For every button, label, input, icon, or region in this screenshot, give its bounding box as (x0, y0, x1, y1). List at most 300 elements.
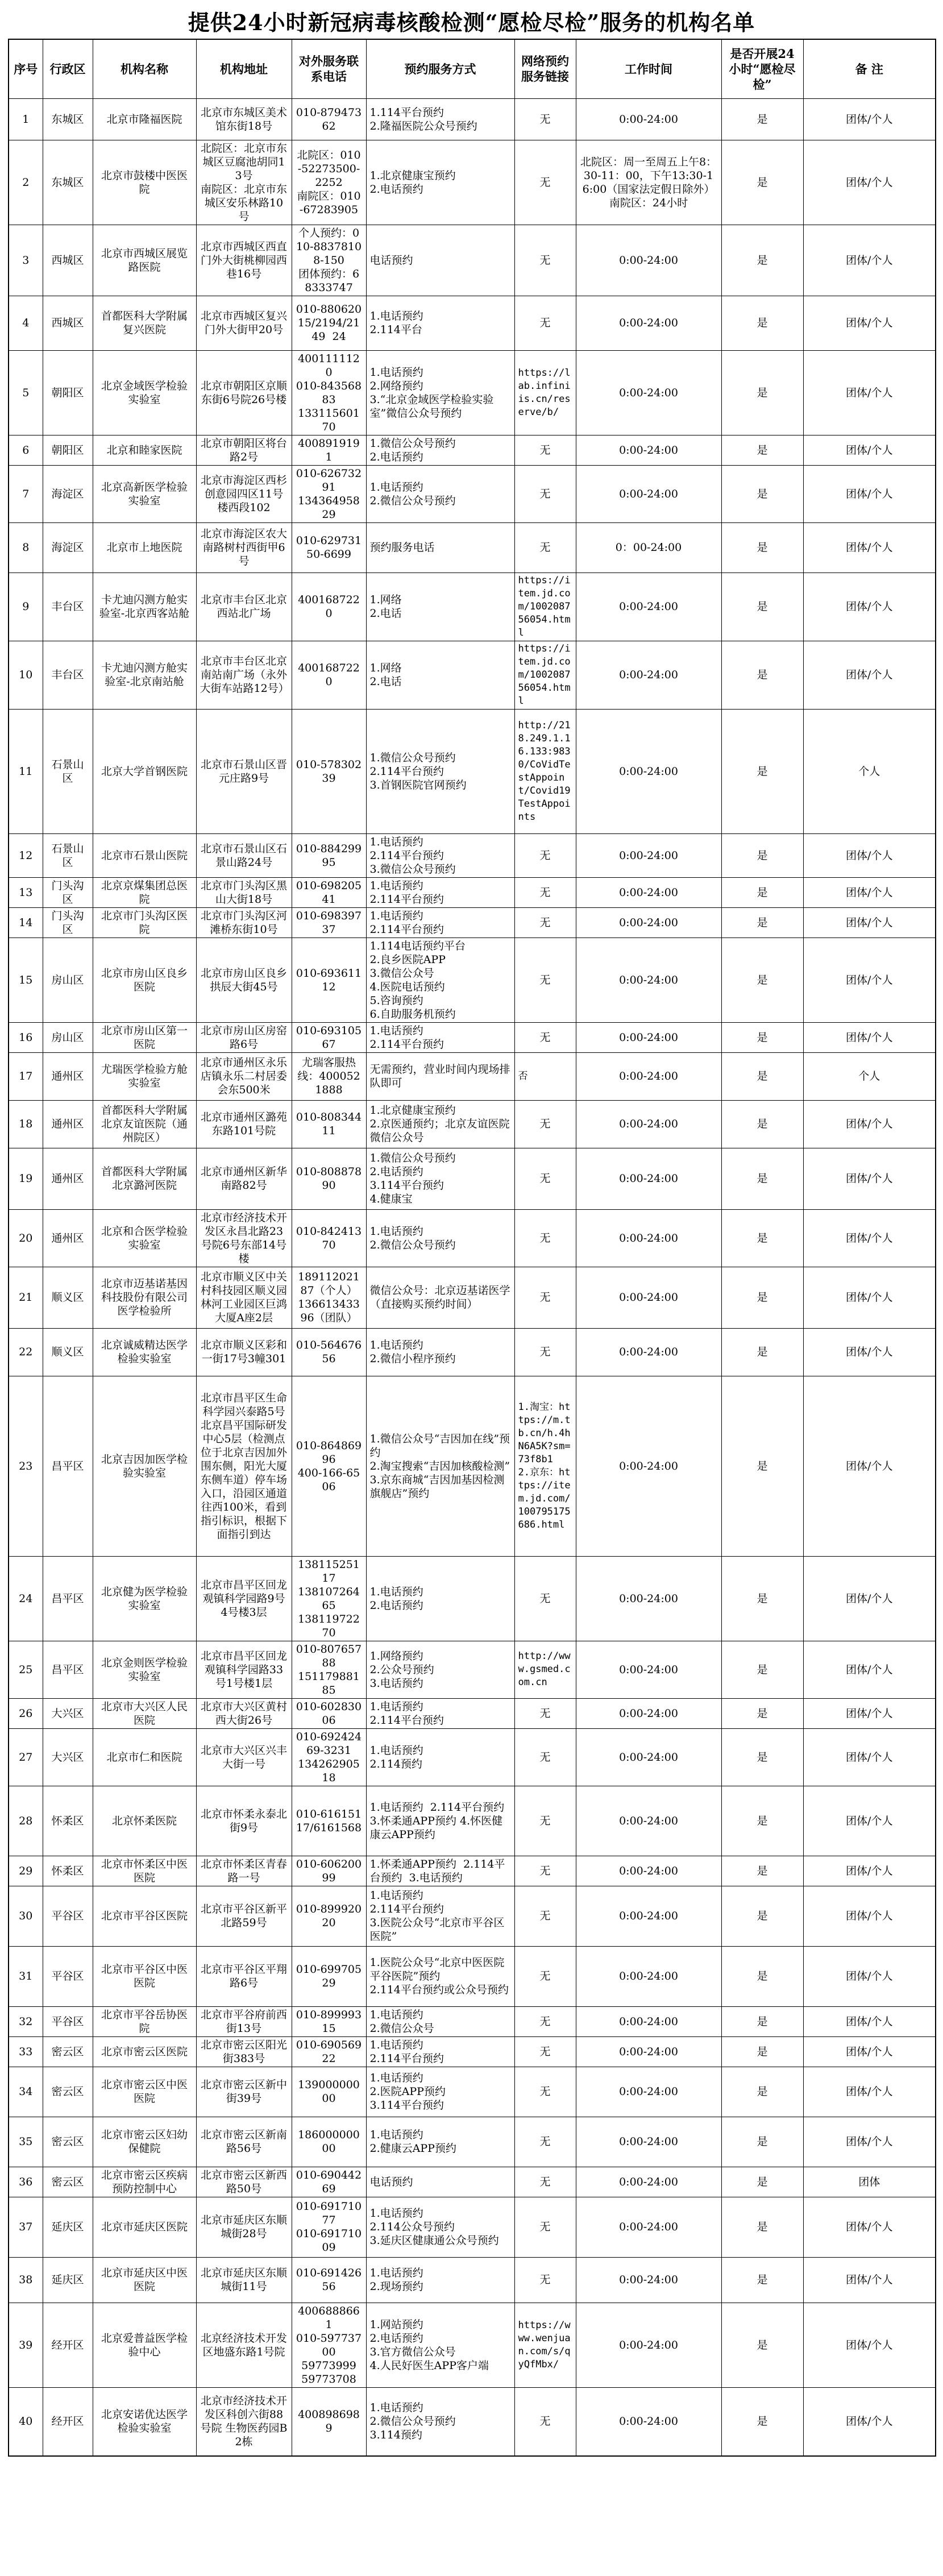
row-number-cell: 24 (9, 1556, 43, 1641)
institution-name-cell: 首都医科大学附属北京潞河医院 (93, 1148, 196, 1209)
phone-cell: 010-89999315 (292, 2006, 366, 2036)
booking-link-cell[interactable]: https://item.jd.com/100208756054.html (514, 641, 576, 709)
address-cell: 北京市门头沟区河滩桥东街10号 (196, 907, 292, 938)
remarks-cell: 团体/个人 (803, 98, 936, 140)
booking-link-cell: 无 (514, 1786, 576, 1856)
booking-link-cell: 无 (514, 877, 576, 907)
booking-link-cell[interactable]: https://www.wenjuan.com/s/qyQfMbx/ (514, 2303, 576, 2387)
table-row (9, 1022, 936, 1052)
institution-name-cell: 北京市平谷岳协医院 (93, 2006, 196, 2036)
table-row (9, 465, 936, 522)
district-cell: 平谷区 (43, 1886, 93, 1946)
header-cell: 机构名称 (93, 39, 196, 98)
remarks-cell: 团体/个人 (803, 2303, 936, 2387)
district-cell: 密云区 (43, 2036, 93, 2067)
row-number-cell: 16 (9, 1022, 43, 1052)
district-cell: 通州区 (43, 1148, 93, 1209)
working-hours-cell: 0:00-24:00 (576, 1376, 721, 1556)
table-row (9, 1267, 936, 1328)
24h-service-cell: 是 (721, 1641, 803, 1698)
working-hours-cell: 0:00-24:00 (576, 2067, 721, 2117)
row-number-cell: 27 (9, 1728, 43, 1786)
24h-service-cell: 是 (721, 1946, 803, 2006)
remarks-cell: 团体/个人 (803, 2387, 936, 2456)
table-row (9, 641, 936, 709)
table-row (9, 1100, 936, 1148)
working-hours-cell: 0:00-24:00 (576, 1022, 721, 1052)
table-row (9, 2197, 936, 2257)
row-number-cell: 17 (9, 1052, 43, 1100)
working-hours-cell: 0:00-24:00 (576, 1209, 721, 1267)
row-number-cell: 1 (9, 98, 43, 140)
remarks-cell: 团体/个人 (803, 1698, 936, 1728)
24h-service-cell: 是 (721, 2006, 803, 2036)
24h-service-cell: 是 (721, 1856, 803, 1886)
table-row (9, 2067, 936, 2117)
row-number-cell: 2 (9, 140, 43, 225)
document-title: 提供24小时新冠病毒核酸检测“愿检尽检”服务的机构名单 (188, 10, 755, 35)
booking-method-cell: 1.网络 2.电话 (366, 641, 514, 709)
institution-name-cell: 卡尤迪闪测方舱实验室-北京西客站舱 (93, 573, 196, 641)
table-row (9, 1209, 936, 1267)
booking-link-cell: 无 (514, 1856, 576, 1886)
remarks-cell: 团体/个人 (803, 1148, 936, 1209)
phone-cell: 010-62973150-6699 (292, 522, 366, 573)
phone-cell: 010-69361112 (292, 938, 366, 1022)
booking-method-cell: 1.电话预约 2.114平台预约 (366, 907, 514, 938)
table-row (9, 350, 936, 435)
address-cell: 北京市延庆区东顺城街28号 (196, 2197, 292, 2257)
24h-service-cell: 是 (721, 296, 803, 350)
table-row (9, 573, 936, 641)
phone-cell: 010-69142656 (292, 2257, 366, 2303)
table-row (9, 907, 936, 938)
phone-cell: 010-69839737 (292, 907, 366, 938)
row-number-cell: 4 (9, 296, 43, 350)
working-hours-cell: 0:00-24:00 (576, 2387, 721, 2456)
row-number-cell: 32 (9, 2006, 43, 2036)
address-cell: 北京市丰台区北京南站南广场（永外大街车站路12号） (196, 641, 292, 709)
remarks-cell: 团体/个人 (803, 140, 936, 225)
24h-service-cell: 是 (721, 573, 803, 641)
phone-cell: 010-80887890 (292, 1148, 366, 1209)
header-cell: 预约服务方式 (366, 39, 514, 98)
booking-method-cell: 1.电话预约 2.114预约 (366, 1728, 514, 1786)
remarks-cell: 团体/个人 (803, 522, 936, 573)
address-cell: 北京市怀柔区青春路一号 (196, 1856, 292, 1886)
address-cell: 北京市密云区新中街39号 (196, 2067, 292, 2117)
district-cell: 密云区 (43, 2067, 93, 2117)
24h-service-cell: 是 (721, 709, 803, 833)
24h-service-cell: 是 (721, 641, 803, 709)
booking-method-cell: 1.电话预约 2.微信公众号 (366, 2006, 514, 2036)
row-number-cell: 12 (9, 833, 43, 877)
booking-link-cell: 无 (514, 98, 576, 140)
booking-link-cell: 无 (514, 435, 576, 465)
booking-method-cell: 1.电话预约 2.114公众号预约 3.延庆区健康通公众号预约 (366, 2197, 514, 2257)
working-hours-cell: 0:00-24:00 (576, 877, 721, 907)
booking-method-cell: 1.电话预约 2.微信公众号预约 (366, 465, 514, 522)
institution-name-cell: 北京金则医学检验实验室 (93, 1641, 196, 1698)
booking-method-cell: 1.北京健康宝预约 2.电话预约 (366, 140, 514, 225)
table-row (9, 1052, 936, 1100)
remarks-cell: 团体/个人 (803, 1641, 936, 1698)
booking-link-cell: 无 (514, 2067, 576, 2117)
booking-link-cell: 无 (514, 225, 576, 296)
remarks-cell: 团体 (803, 2167, 936, 2197)
header-cell: 是否开展24小时“愿检尽检” (721, 39, 803, 98)
district-cell: 经开区 (43, 2303, 93, 2387)
booking-method-cell: 1.网络 2.电话 (366, 573, 514, 641)
booking-link-cell: 无 (514, 140, 576, 225)
institution-name-cell: 北京诚威精达医学检验实验室 (93, 1328, 196, 1376)
district-cell: 丰台区 (43, 573, 93, 641)
institution-name-cell: 尤瑞医学检验方舱实验室 (93, 1052, 196, 1100)
working-hours-cell: 0:00-24:00 (576, 833, 721, 877)
working-hours-cell: 0:00-24:00 (576, 641, 721, 709)
booking-method-cell: 1.医院公众号“北京中医医院平谷医院”预约 2.114平台预约或公众号预约 (366, 1946, 514, 2006)
address-cell: 北京市石景山区石景山路24号 (196, 833, 292, 877)
phone-cell: 010-86486996 400-166-6506 (292, 1376, 366, 1556)
booking-link-cell: 无 (514, 1728, 576, 1786)
booking-link-cell: 无 (514, 938, 576, 1022)
booking-method-cell: 1.微信公众号预约 2.电话预约 3.114平台预约 4.健康宝 (366, 1148, 514, 1209)
working-hours-cell: 0:00-24:00 (576, 1267, 721, 1328)
remarks-cell: 团体/个人 (803, 907, 936, 938)
row-number-cell: 39 (9, 2303, 43, 2387)
booking-method-cell: 预约服务电话 (366, 522, 514, 573)
institution-name-cell: 北京市延庆区医院 (93, 2197, 196, 2257)
remarks-cell: 团体/个人 (803, 2197, 936, 2257)
phone-cell: 010-69171077 010-69171009 (292, 2197, 366, 2257)
remarks-cell: 团体/个人 (803, 1100, 936, 1148)
table-row (9, 1856, 936, 1886)
institution-name-cell: 卡尤迪闪测方舱实验室-北京南站舱 (93, 641, 196, 709)
working-hours-cell: 0:00-24:00 (576, 1946, 721, 2006)
phone-cell: 010-80834411 (292, 1100, 366, 1148)
district-cell: 门头沟区 (43, 907, 93, 938)
24h-service-cell: 是 (721, 2387, 803, 2456)
booking-link-cell: 无 (514, 1148, 576, 1209)
booking-method-cell: 电话预约 (366, 2167, 514, 2197)
booking-link-cell[interactable]: https://lab.infiniis.cn/reserve/b/ (514, 350, 576, 435)
24h-service-cell: 是 (721, 2036, 803, 2067)
remarks-cell: 团体/个人 (803, 641, 936, 709)
booking-link-cell[interactable]: 1.淘宝：https://m.tb.cn/h.4hN6A5K?sm=73f8b1 2.京东：https://item.jd.com/100795175686.html (514, 1376, 576, 1556)
booking-link-cell[interactable]: https://item.jd.com/100208756054.html (514, 573, 576, 641)
phone-cell: 010-61615117/6161568 (292, 1786, 366, 1856)
working-hours-cell: 0:00-24:00 (576, 1148, 721, 1209)
24h-service-cell: 是 (721, 1328, 803, 1376)
district-cell: 东城区 (43, 98, 93, 140)
phone-cell: 010-69242469-3231 13426290518 (292, 1728, 366, 1786)
row-number-cell: 26 (9, 1698, 43, 1728)
table-row (9, 877, 936, 907)
booking-link-cell: 无 (514, 1209, 576, 1267)
address-cell: 北京市经济技术开发区科创六街88号院 生物医药园B2栋 (196, 2387, 292, 2456)
district-cell: 大兴区 (43, 1728, 93, 1786)
row-number-cell: 6 (9, 435, 43, 465)
booking-link-cell: 无 (514, 833, 576, 877)
phone-cell: 010-80765788 15117988185 (292, 1641, 366, 1698)
remarks-cell: 团体/个人 (803, 225, 936, 296)
district-cell: 朝阳区 (43, 435, 93, 465)
row-number-cell: 34 (9, 2067, 43, 2117)
district-cell: 西城区 (43, 296, 93, 350)
district-cell: 顺义区 (43, 1267, 93, 1328)
booking-link-cell: 无 (514, 1328, 576, 1376)
institution-name-cell: 北京市上地医院 (93, 522, 196, 573)
working-hours-cell: 0:00-24:00 (576, 2197, 721, 2257)
working-hours-cell: 0:00-24:00 (576, 2303, 721, 2387)
booking-method-cell: 电话预约 (366, 225, 514, 296)
district-cell: 顺义区 (43, 1328, 93, 1376)
remarks-cell: 团体/个人 (803, 1376, 936, 1556)
institution-name-cell: 北京市密云区医院 (93, 2036, 196, 2067)
district-cell: 石景山区 (43, 709, 93, 833)
booking-link-cell: 无 (514, 1267, 576, 1328)
working-hours-cell: 0:00-24:00 (576, 938, 721, 1022)
table-row (9, 2303, 936, 2387)
booking-method-cell: 1.电话预约 2.医院APP预约 3.114平台预约 (366, 2067, 514, 2117)
24h-service-cell: 是 (721, 1209, 803, 1267)
phone-cell: 010-84241370 (292, 1209, 366, 1267)
remarks-cell: 团体/个人 (803, 1209, 936, 1267)
table-row (9, 225, 936, 296)
booking-method-cell: 1.电话预约 2.网络预约 3.“北京金域医学检验实验室”微信公众号预约 (366, 350, 514, 435)
remarks-cell: 团体/个人 (803, 1267, 936, 1328)
working-hours-cell: 0:00-24:00 (576, 2117, 721, 2167)
24h-service-cell: 是 (721, 1100, 803, 1148)
row-number-cell: 20 (9, 1209, 43, 1267)
address-cell: 北京市怀柔永泰北街9号 (196, 1786, 292, 1856)
row-number-cell: 9 (9, 573, 43, 641)
24h-service-cell: 是 (721, 98, 803, 140)
booking-link-cell: 无 (514, 296, 576, 350)
table-row (9, 1946, 936, 2006)
row-number-cell: 28 (9, 1786, 43, 1856)
institution-name-cell: 北京市密云区疾病预防控制中心 (93, 2167, 196, 2197)
working-hours-cell: 0:00-24:00 (576, 573, 721, 641)
institution-name-cell: 北京市仁和医院 (93, 1728, 196, 1786)
booking-method-cell: 1.电话预约 2.114平台预约 3.怀柔通APP预约 4.怀医健康云APP预约 (366, 1786, 514, 1856)
header-cell: 行政区 (43, 39, 93, 98)
row-number-cell: 15 (9, 938, 43, 1022)
table-row (9, 1328, 936, 1376)
working-hours-cell: 0:00-24:00 (576, 1556, 721, 1641)
working-hours-cell: 0:00-24:00 (576, 1052, 721, 1100)
booking-link-cell: 无 (514, 2167, 576, 2197)
institution-name-cell: 首都医科大学附属复兴医院 (93, 296, 196, 350)
remarks-cell: 团体/个人 (803, 938, 936, 1022)
row-number-cell: 19 (9, 1148, 43, 1209)
booking-link-cell: 无 (514, 465, 576, 522)
row-number-cell: 25 (9, 1641, 43, 1698)
24h-service-cell: 是 (721, 1556, 803, 1641)
header-cell: 网络预约服务链接 (514, 39, 576, 98)
booking-method-cell: 1.电话预约 2.114平台 (366, 296, 514, 350)
remarks-cell: 团体/个人 (803, 435, 936, 465)
booking-method-cell: 1.微信公众号预约 2.电话预约 (366, 435, 514, 465)
row-number-cell: 8 (9, 522, 43, 573)
institution-name-cell: 北京市鼓楼中医医院 (93, 140, 196, 225)
working-hours-cell: 0：00-24:00 (576, 522, 721, 573)
booking-method-cell: 1.微信公众号“吉因加在线”预约 2.淘宝搜索“吉因加核酸检测” 3.京东商城“吉因加基因检测旗舰店”预约 (366, 1376, 514, 1556)
working-hours-cell: 0:00-24:00 (576, 1856, 721, 1886)
institution-name-cell: 北京市房山区良乡医院 (93, 938, 196, 1022)
address-cell: 北京市延庆区东顺城街11号 (196, 2257, 292, 2303)
table-row (9, 1148, 936, 1209)
district-cell: 通州区 (43, 1209, 93, 1267)
district-cell: 海淀区 (43, 465, 93, 522)
row-number-cell: 10 (9, 641, 43, 709)
district-cell: 延庆区 (43, 2197, 93, 2257)
booking-method-cell: 1.微信公众号预约 2.114平台预约 3.首钢医院官网预约 (366, 709, 514, 833)
phone-cell: 010-69310567 (292, 1022, 366, 1052)
address-cell: 北京市朝阳区将台路2号 (196, 435, 292, 465)
booking-link-cell: 无 (514, 2117, 576, 2167)
working-hours-cell: 0:00-24:00 (576, 1786, 721, 1856)
phone-cell: 4008986989 (292, 2387, 366, 2456)
institution-name-cell: 北京京煤集团总医院 (93, 877, 196, 907)
row-number-cell: 31 (9, 1946, 43, 2006)
row-number-cell: 23 (9, 1376, 43, 1556)
district-cell: 平谷区 (43, 1946, 93, 2006)
24h-service-cell: 是 (721, 465, 803, 522)
institution-name-cell: 北京市大兴区人民医院 (93, 1698, 196, 1728)
institution-name-cell: 北京和合医学检验实验室 (93, 1209, 196, 1267)
booking-link-cell: 无 (514, 907, 576, 938)
booking-method-cell: 1.北京健康宝预约 2.京医通预约；北京友谊医院微信公众号 (366, 1100, 514, 1148)
24h-service-cell: 是 (721, 1786, 803, 1856)
24h-service-cell: 是 (721, 2067, 803, 2117)
institution-name-cell: 北京市房山区第一医院 (93, 1022, 196, 1052)
row-number-cell: 36 (9, 2167, 43, 2197)
institution-name-cell: 北京市西城区展览路医院 (93, 225, 196, 296)
phone-cell: 010-60620099 (292, 1856, 366, 1886)
table-row (9, 2167, 936, 2197)
booking-link-cell[interactable]: http://www.gsmed.com.cn (514, 1641, 576, 1698)
24h-service-cell: 是 (721, 1886, 803, 1946)
phone-cell: 尤瑞客服热线：4000521888 (292, 1052, 366, 1100)
address-cell: 北京市顺义区中关村科技园区顺义园林河工业园区巨鸿大厦A座2层 (196, 1267, 292, 1328)
address-cell: 北京市通州区永乐店镇永乐二村居委会东500米 (196, 1052, 292, 1100)
remarks-cell: 个人 (803, 709, 936, 833)
24h-service-cell: 是 (721, 435, 803, 465)
booking-link-cell: 无 (514, 2197, 576, 2257)
row-number-cell: 3 (9, 225, 43, 296)
institution-name-cell: 北京市延庆区中医医院 (93, 2257, 196, 2303)
address-cell: 北京市昌平区生命科学园兴泰路5号北京昌平国际研发中心5层（检测点位于北京吉因加外围东侧，阳光大厦东侧车道）停车场入口，沿园区通道往西100米，看到指引标识，根据下面指引到达 (196, 1376, 292, 1556)
24h-service-cell: 是 (721, 225, 803, 296)
institution-name-cell: 北京市门头沟区医院 (93, 907, 196, 938)
address-cell: 北京市平谷区平翔路6号 (196, 1946, 292, 2006)
working-hours-cell: 0:00-24:00 (576, 98, 721, 140)
address-cell: 北院区：北京市东城区豆腐池胡同13号 南院区：北京市东城区安乐林路10号 (196, 140, 292, 225)
district-cell: 密云区 (43, 2117, 93, 2167)
district-cell: 平谷区 (43, 2006, 93, 2036)
row-number-cell: 11 (9, 709, 43, 833)
district-cell: 石景山区 (43, 833, 93, 877)
booking-link-cell: 无 (514, 1886, 576, 1946)
district-cell: 密云区 (43, 2167, 93, 2197)
phone-cell: 010-60283006 (292, 1698, 366, 1728)
24h-service-cell: 是 (721, 833, 803, 877)
booking-method-cell: 1.电话预约 2.现场预约 (366, 2257, 514, 2303)
address-cell: 北京市石景山区晋元庄路9号 (196, 709, 292, 833)
table-row (9, 833, 936, 877)
booking-link-cell: 无 (514, 1698, 576, 1728)
remarks-cell: 团体/个人 (803, 2117, 936, 2167)
institution-name-cell: 北京市密云区妇幼保健院 (93, 2117, 196, 2167)
24h-service-cell: 是 (721, 140, 803, 225)
institution-name-cell: 北京大学首钢医院 (93, 709, 196, 833)
address-cell: 北京经济技术开发区地盛东路1号院 (196, 2303, 292, 2387)
24h-service-cell: 是 (721, 2167, 803, 2197)
address-cell: 北京市丰台区北京西站北广场 (196, 573, 292, 641)
row-number-cell: 29 (9, 1856, 43, 1886)
phone-cell: 4001111120 010-84356883 13311560170 (292, 350, 366, 435)
remarks-cell: 团体/个人 (803, 1856, 936, 1886)
remarks-cell: 团体/个人 (803, 1328, 936, 1376)
booking-link-cell: 无 (514, 2036, 576, 2067)
remarks-cell: 团体/个人 (803, 2006, 936, 2036)
working-hours-cell: 0:00-24:00 (576, 709, 721, 833)
table-row (9, 140, 936, 225)
address-cell: 北京市密云区新西路50号 (196, 2167, 292, 2197)
district-cell: 怀柔区 (43, 1856, 93, 1886)
district-cell: 昌平区 (43, 1376, 93, 1556)
phone-cell: 个人预约：010-88378108-150 团体预约：68333747 (292, 225, 366, 296)
district-cell: 西城区 (43, 225, 93, 296)
institution-name-cell: 北京安诺优达医学检验实验室 (93, 2387, 196, 2456)
booking-method-cell: 1.电话预约 2.114平台预约 (366, 1022, 514, 1052)
booking-link-cell[interactable]: http://218.249.1.16.133:9830/CoVidTestAppoint/Covid19TestAppoints (514, 709, 576, 833)
institution-name-cell: 北京市密云区中医医院 (93, 2067, 196, 2117)
working-hours-cell: 0:00-24:00 (576, 2036, 721, 2067)
district-cell: 东城区 (43, 140, 93, 225)
24h-service-cell: 是 (721, 1052, 803, 1100)
table-row (9, 1886, 936, 1946)
booking-method-cell: 1.怀柔通APP预约 2.114平台预约 3.电话预约 (366, 1856, 514, 1886)
phone-cell: 4006888661 010-59773700 59773999 59773708 (292, 2303, 366, 2387)
address-cell: 北京市门头沟区黑山大街18号 (196, 877, 292, 907)
table-row (9, 1376, 936, 1556)
address-cell: 北京市经济技术开发区永昌北路23号院6号东部14号楼 (196, 1209, 292, 1267)
address-cell: 北京市通州区新华南路82号 (196, 1148, 292, 1209)
remarks-cell: 团体/个人 (803, 2257, 936, 2303)
district-cell: 昌平区 (43, 1556, 93, 1641)
booking-method-cell: 1.114平台预约 2.隆福医院公众号预约 (366, 98, 514, 140)
institution-name-cell: 北京市平谷区医院 (93, 1886, 196, 1946)
header-cell: 工作时间 (576, 39, 721, 98)
row-number-cell: 22 (9, 1328, 43, 1376)
remarks-cell: 团体/个人 (803, 1946, 936, 2006)
phone-cell: 010-62673291 13436495829 (292, 465, 366, 522)
address-cell: 北京市东城区美术馆东街18号 (196, 98, 292, 140)
working-hours-cell: 0:00-24:00 (576, 435, 721, 465)
institution-name-cell: 北京市平谷区中医医院 (93, 1946, 196, 2006)
institution-name-cell: 北京市怀柔区中医医院 (93, 1856, 196, 1886)
institution-name-cell: 北京市石景山医院 (93, 833, 196, 877)
institution-name-cell: 北京吉因加医学检验实验室 (93, 1376, 196, 1556)
24h-service-cell: 是 (721, 1376, 803, 1556)
24h-service-cell: 是 (721, 1267, 803, 1328)
row-number-cell: 33 (9, 2036, 43, 2067)
row-number-cell: 18 (9, 1100, 43, 1148)
24h-service-cell: 是 (721, 1728, 803, 1786)
address-cell: 北京市平谷府前西街13号 (196, 2006, 292, 2036)
